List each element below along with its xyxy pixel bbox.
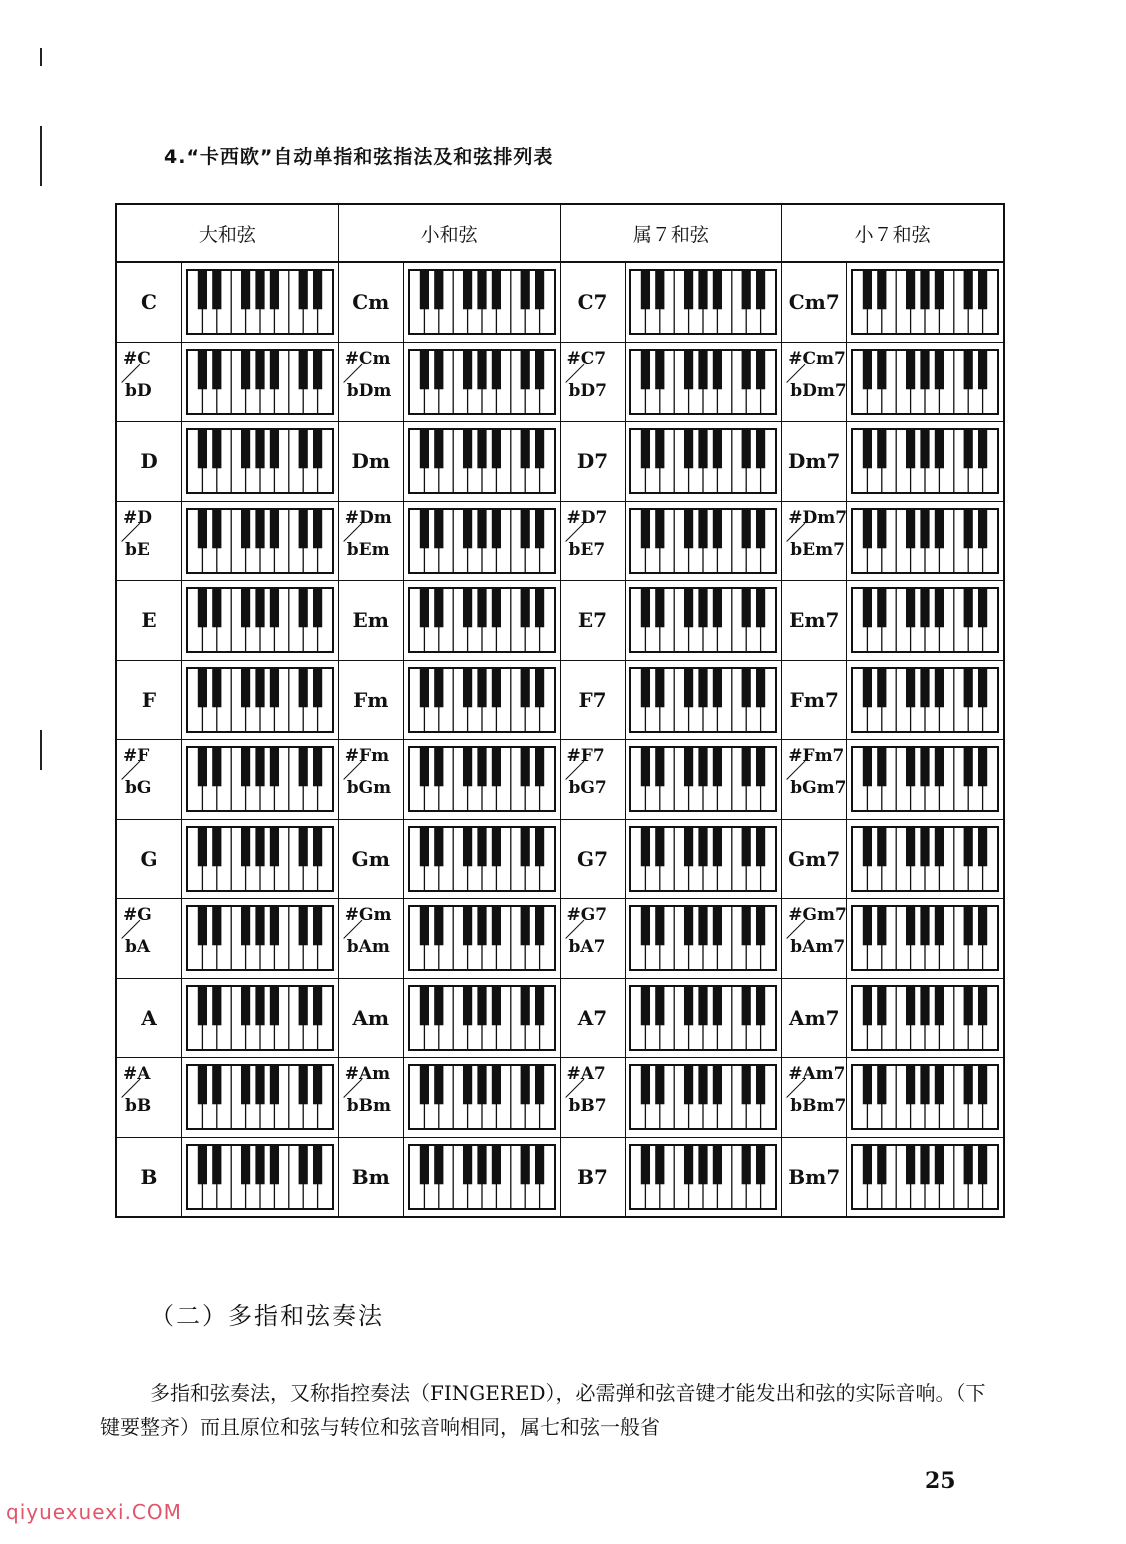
column-header-dominant-7: 属７和弦: [561, 205, 783, 261]
chord-label-flat: bBm7: [790, 1096, 847, 1116]
chord-name: [117, 343, 182, 422]
chord-row: [117, 899, 1003, 979]
body-paragraph: 多指和弦奏法，又称指控奏法（FINGERED），必需弹和弦音键才能发出和弦的实际音响。（下键要整齐）而且原位和弦与转位和弦音响相同，属七和弦一般省: [100, 1381, 986, 1439]
column-header-major: 大和弦: [117, 205, 339, 261]
chord-name: [339, 979, 404, 1058]
chord-cell: [561, 422, 783, 501]
chord-label: Fm: [353, 687, 389, 712]
chord-cell: [117, 740, 339, 819]
keyboard-diagram: [847, 979, 1003, 1058]
chord-name: [117, 820, 182, 899]
chord-label: E7: [577, 608, 608, 633]
keyboard-diagram: [626, 581, 782, 660]
chord-cell: [561, 899, 783, 978]
chord-label-flat: bDm: [346, 380, 392, 401]
chord-cell: [561, 740, 783, 819]
chord-name: [339, 581, 404, 660]
watermark: qiyuexuexi.COM: [6, 1500, 182, 1524]
chord-label: Dm7: [788, 449, 841, 474]
keyboard-diagram: [626, 502, 782, 581]
chord-label: Am: [352, 1005, 390, 1030]
chord-name: [782, 979, 847, 1058]
chord-name: [782, 422, 847, 501]
chord-name: [339, 820, 404, 899]
chord-label: Bm: [351, 1164, 390, 1189]
chord-name: [339, 740, 404, 819]
keyboard-diagram: [626, 740, 782, 819]
chord-label: A7: [577, 1005, 608, 1030]
keyboard-diagram: [404, 661, 560, 740]
chord-label-sharp: #Cm7: [788, 348, 846, 369]
keyboard-diagram: [626, 343, 782, 422]
chord-cell: [782, 979, 1003, 1058]
margin-line: [40, 126, 42, 186]
chord-label-sharp: #Gm: [344, 905, 392, 925]
chord-label: Gm: [351, 846, 390, 871]
keyboard-diagram: [626, 899, 782, 978]
chord-cell: [117, 899, 339, 978]
chord-cell: [561, 502, 783, 581]
chord-cell: [339, 343, 561, 422]
chord-name: [561, 263, 626, 342]
chord-label: Fm7: [789, 687, 839, 712]
chord-label-flat: bGm: [346, 778, 392, 798]
chord-name: [782, 502, 847, 581]
chord-name: [339, 502, 404, 581]
chord-name: [561, 343, 626, 422]
chord-name: [117, 581, 182, 660]
keyboard-diagram: [404, 263, 560, 342]
chord-name: [339, 263, 404, 342]
chord-label-sharp: #Am: [344, 1064, 391, 1084]
keyboard-diagram: [182, 1058, 338, 1137]
chord-label: D7: [576, 449, 609, 474]
chord-name: [339, 899, 404, 978]
chord-name: [117, 1058, 182, 1137]
chord-label-flat: bAm: [346, 937, 390, 957]
chord-label-flat: bEm: [346, 539, 390, 560]
chord-name: [117, 502, 182, 581]
chord-label: Cm7: [788, 290, 840, 315]
keyboard-diagram: [847, 422, 1003, 501]
chord-name: [339, 1058, 404, 1137]
keyboard-diagram: [404, 343, 560, 422]
keyboard-diagram: [182, 263, 338, 342]
keyboard-diagram: [182, 740, 338, 819]
chord-name: [561, 1058, 626, 1137]
chord-label-sharp: #C: [123, 348, 151, 369]
chord-name: [782, 899, 847, 978]
keyboard-diagram: [626, 1138, 782, 1217]
chord-label-flat: bG: [125, 778, 152, 798]
chord-name: [117, 661, 182, 740]
chord-label-flat: bA: [125, 937, 151, 957]
chord-cell: [117, 502, 339, 581]
chord-label: B: [140, 1164, 158, 1189]
keyboard-diagram: [182, 979, 338, 1058]
chord-cell: [339, 979, 561, 1058]
keyboard-diagram: [847, 661, 1003, 740]
keyboard-diagram: [404, 502, 560, 581]
chord-name: [561, 979, 626, 1058]
chord-label-sharp: #G: [123, 905, 152, 925]
chord-label-flat: bAm7: [790, 937, 846, 957]
keyboard-diagram: [847, 343, 1003, 422]
chord-cell: [561, 581, 783, 660]
chord-label: Gm7: [788, 846, 841, 871]
chord-label-flat: bE: [125, 539, 150, 560]
chord-label-flat: bGm7: [790, 778, 847, 798]
chord-name: [782, 1138, 847, 1217]
chord-table: [115, 203, 1005, 1218]
keyboard-diagram: [182, 502, 338, 581]
chord-label-sharp: #Gm7: [788, 905, 847, 925]
chord-cell: [339, 422, 561, 501]
chord-label-flat: bDm7: [790, 380, 847, 401]
chord-name: [561, 661, 626, 740]
chord-cell: [782, 1138, 1003, 1217]
column-header-minor-7: 小７和弦: [854, 223, 931, 246]
keyboard-diagram: [847, 1138, 1003, 1217]
keyboard-diagram: [404, 581, 560, 660]
chord-label-sharp: #G7: [566, 905, 608, 925]
chord-row: [117, 820, 1003, 900]
keyboard-diagram: [182, 1138, 338, 1217]
chord-label-sharp: #Fm: [344, 746, 390, 766]
chord-cell: [782, 343, 1003, 422]
chord-label: G: [140, 846, 158, 871]
keyboard-diagram: [182, 422, 338, 501]
chord-label-sharp: #Dm: [344, 507, 392, 528]
chord-label-sharp: #Cm: [344, 348, 391, 369]
chord-name: [561, 820, 626, 899]
chord-name: [339, 343, 404, 422]
chord-row: [117, 343, 1003, 423]
table-header-row: [117, 205, 1003, 263]
chord-label-sharp: #A7: [566, 1064, 606, 1084]
keyboard-diagram: [626, 422, 782, 501]
chord-label: Dm: [351, 449, 390, 474]
chord-row: [117, 502, 1003, 582]
chord-cell: [339, 581, 561, 660]
chord-label: F7: [578, 687, 607, 712]
chord-label: Am7: [788, 1005, 840, 1030]
column-header-minor: 小和弦: [339, 205, 561, 261]
chord-cell: [782, 661, 1003, 740]
chord-label: C7: [577, 290, 608, 315]
chord-name: [782, 661, 847, 740]
chord-cell: [561, 343, 783, 422]
chord-cell: [561, 1058, 783, 1137]
chord-name: [561, 1138, 626, 1217]
keyboard-diagram: [847, 1058, 1003, 1137]
chord-row: [117, 263, 1003, 343]
chord-row: [117, 581, 1003, 661]
chord-cell: [117, 263, 339, 342]
chord-name: [561, 502, 626, 581]
chord-cell: [117, 1058, 339, 1137]
margin-line: [40, 48, 42, 66]
chord-name: [117, 740, 182, 819]
chord-label-flat: bE7: [568, 539, 606, 560]
chord-cell: [782, 502, 1003, 581]
chord-cell: [782, 899, 1003, 978]
chord-cell: [782, 740, 1003, 819]
chord-label-sharp: #D: [123, 507, 152, 528]
chord-cell: [339, 661, 561, 740]
keyboard-diagram: [404, 740, 560, 819]
chord-cell: [117, 979, 339, 1058]
keyboard-diagram: [182, 820, 338, 899]
keyboard-diagram: [847, 820, 1003, 899]
chord-cell: [117, 581, 339, 660]
chord-name: [782, 1058, 847, 1137]
keyboard-diagram: [182, 581, 338, 660]
chord-label-sharp: #F: [123, 746, 150, 766]
chord-cell: [561, 263, 783, 342]
keyboard-diagram: [404, 422, 560, 501]
chord-cell: [561, 661, 783, 740]
keyboard-diagram: [847, 581, 1003, 660]
keyboard-diagram: [626, 1058, 782, 1137]
chord-name: [561, 581, 626, 660]
chord-name: [782, 740, 847, 819]
chord-name: [117, 899, 182, 978]
chord-row: [117, 422, 1003, 502]
chord-label-flat: bA7: [568, 937, 606, 957]
chord-label: E: [141, 608, 157, 633]
chord-cell: [339, 1138, 561, 1217]
chord-cell: [117, 1138, 339, 1217]
chord-name: [339, 422, 404, 501]
chord-row: [117, 661, 1003, 741]
keyboard-diagram: [847, 899, 1003, 978]
chord-cell: [117, 343, 339, 422]
chord-label-sharp: #C7: [566, 348, 607, 369]
keyboard-diagram: [404, 899, 560, 978]
chord-label: G7: [577, 846, 608, 871]
chord-cell: [782, 263, 1003, 342]
chord-row: [117, 1138, 1003, 1217]
chord-row: [117, 1058, 1003, 1138]
chord-label: Cm: [352, 290, 390, 315]
chord-name: [117, 422, 182, 501]
chord-cell: [782, 581, 1003, 660]
keyboard-diagram: [626, 263, 782, 342]
chord-label: B7: [577, 1164, 608, 1189]
chord-label-sharp: #D7: [566, 507, 608, 528]
chord-cell: [117, 422, 339, 501]
chord-row: [117, 740, 1003, 820]
chord-label: Em: [352, 608, 389, 633]
chord-row: [117, 979, 1003, 1059]
chord-name: [339, 661, 404, 740]
margin-line: [40, 730, 42, 770]
chord-cell: [339, 740, 561, 819]
chord-name: [117, 979, 182, 1058]
keyboard-diagram: [404, 979, 560, 1058]
chord-label-sharp: #Fm7: [788, 746, 845, 766]
chord-cell: [339, 502, 561, 581]
chord-name: [782, 263, 847, 342]
chord-label-flat: bD7: [568, 380, 607, 401]
keyboard-diagram: [182, 899, 338, 978]
chord-cell: [339, 1058, 561, 1137]
chord-name: [782, 581, 847, 660]
keyboard-diagram: [404, 1138, 560, 1217]
chord-label-flat: bG7: [568, 778, 607, 798]
keyboard-diagram: [847, 740, 1003, 819]
chord-cell: [339, 899, 561, 978]
keyboard-diagram: [404, 820, 560, 899]
chord-name: [782, 820, 847, 899]
chord-label: A: [141, 1005, 157, 1030]
chord-label: Em7: [789, 608, 840, 633]
chord-label-flat: bBm: [346, 1096, 391, 1116]
chord-name: [117, 1138, 182, 1217]
keyboard-diagram: [626, 661, 782, 740]
chord-label-flat: bB: [125, 1096, 152, 1116]
keyboard-diagram: [182, 343, 338, 422]
chord-label: D: [140, 449, 158, 474]
chord-name: [117, 263, 182, 342]
chord-cell: [117, 661, 339, 740]
chord-label: Bm7: [788, 1164, 841, 1189]
chord-label-flat: bB7: [568, 1096, 607, 1116]
chord-cell: [339, 820, 561, 899]
chord-name: [339, 1138, 404, 1217]
keyboard-diagram: [626, 820, 782, 899]
chord-label-flat: bEm7: [790, 539, 845, 560]
chord-label-sharp: #F7: [566, 746, 605, 766]
keyboard-diagram: [626, 979, 782, 1058]
chord-cell: [782, 422, 1003, 501]
chord-name: [561, 740, 626, 819]
chord-label-sharp: #A: [123, 1064, 151, 1084]
section-title: （二）多指和弦奏法: [150, 1302, 384, 1330]
chord-label: C: [141, 290, 157, 315]
chord-label-flat: bD: [125, 380, 152, 401]
chord-cell: [561, 1138, 783, 1217]
keyboard-diagram: [182, 661, 338, 740]
keyboard-diagram: [847, 263, 1003, 342]
chord-label-sharp: #Am7: [788, 1064, 846, 1084]
page-number: 25: [925, 1468, 956, 1494]
chord-label-sharp: #Dm7: [788, 507, 848, 528]
chord-cell: [339, 263, 561, 342]
chord-name: [561, 899, 626, 978]
chord-name: [782, 343, 847, 422]
table-heading: 4.“卡西欧”自动单指和弦指法及和弦排列表: [164, 146, 554, 168]
chord-cell: [117, 820, 339, 899]
keyboard-diagram: [404, 1058, 560, 1137]
keyboard-diagram: [847, 502, 1003, 581]
chord-label: F: [141, 687, 157, 712]
chord-cell: [782, 820, 1003, 899]
chord-name: [561, 422, 626, 501]
chord-cell: [561, 979, 783, 1058]
chord-cell: [561, 820, 783, 899]
chord-cell: [782, 1058, 1003, 1137]
